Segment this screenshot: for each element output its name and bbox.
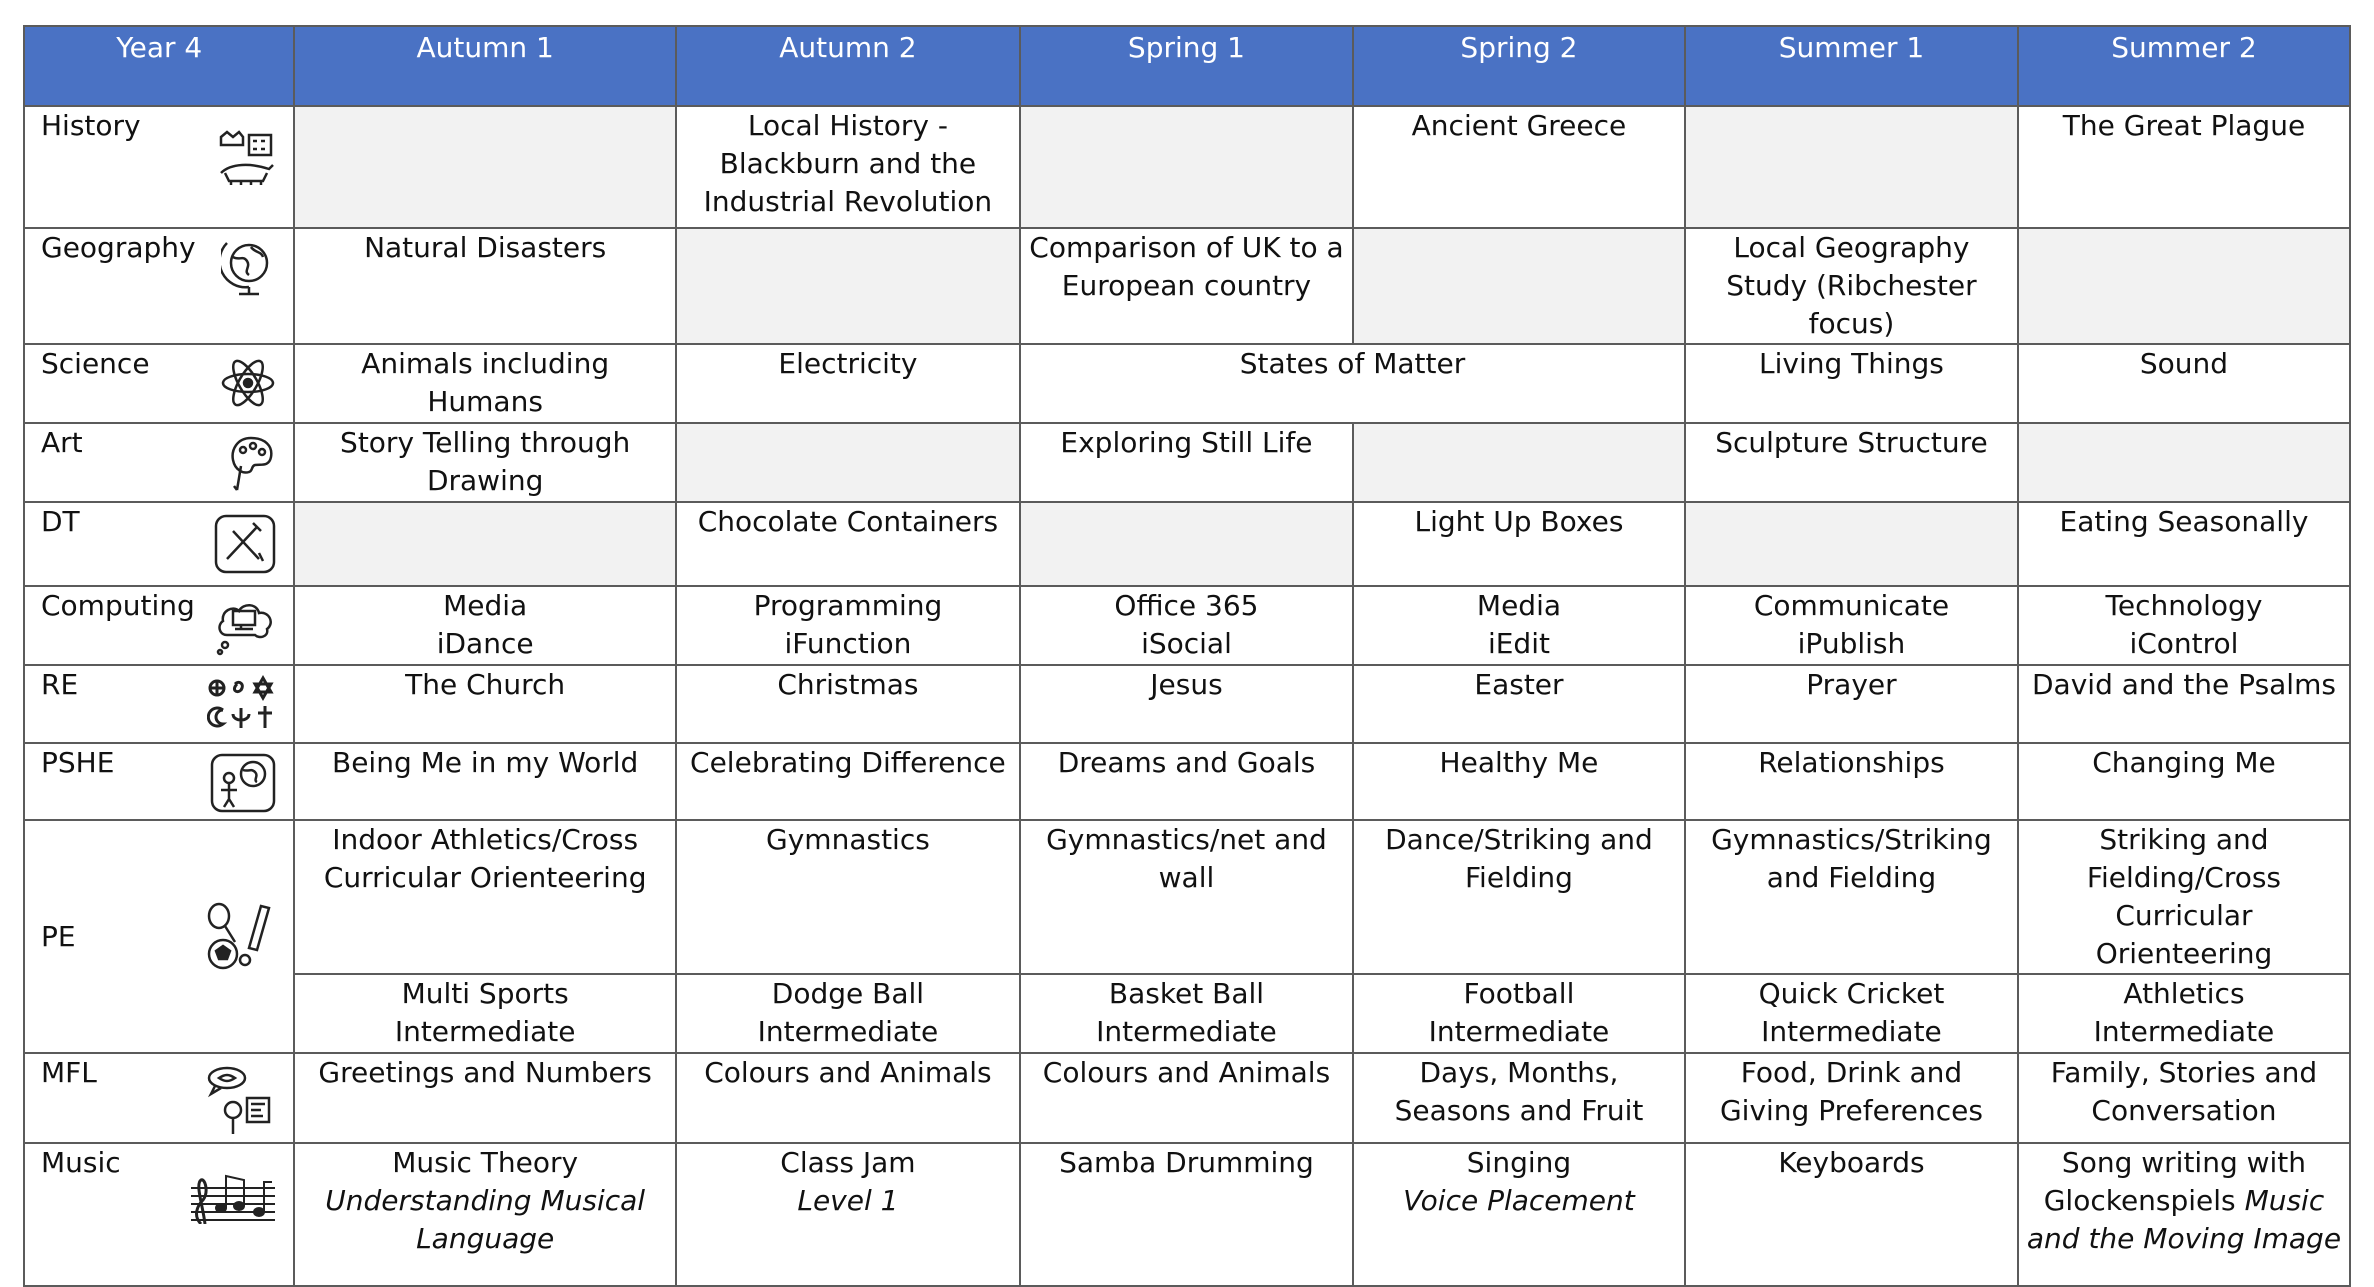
subject-label: Computing	[41, 589, 195, 622]
cell-geography-autumn-1: Natural Disasters	[294, 228, 675, 344]
subject-label: Art	[41, 426, 83, 459]
cell-history-autumn-1	[294, 106, 675, 228]
subject-science	[24, 344, 294, 423]
people-globe-icon	[209, 752, 277, 814]
cell-dt-summer-1	[1685, 502, 2018, 586]
header-autumn-2: Autumn 2	[676, 26, 1020, 106]
subject-label: PSHE	[41, 746, 115, 779]
cell-re-summer-2: David and the Psalms	[2018, 665, 2350, 743]
cell-geography-spring-1: Comparison of UK to a European country	[1020, 228, 1353, 344]
header-summer-2: Summer 2	[2018, 26, 2350, 106]
curriculum-overview	[23, 25, 2351, 1287]
subject-label: Geography	[41, 231, 196, 264]
cell-computing-summer-2: Technology iControl	[2018, 586, 2350, 665]
cell-mfl-summer-2: Family, Stories and Conversation	[2018, 1053, 2350, 1143]
cell-re-autumn-1: The Church	[294, 665, 675, 743]
cell-mfl-autumn-1: Greetings and Numbers	[294, 1053, 675, 1143]
row-dt	[24, 502, 2350, 586]
subject-computing	[24, 586, 294, 665]
cell-art-autumn-1: Story Telling through Drawing	[294, 423, 675, 502]
subject-label: DT	[41, 505, 80, 538]
row-mfl	[24, 1053, 2350, 1143]
header-autumn-1: Autumn 1	[294, 26, 675, 106]
cell-history-spring-2: Ancient Greece	[1353, 106, 1685, 228]
subject-dt	[24, 502, 294, 586]
cell-art-summer-2	[2018, 423, 2350, 502]
cell-computing-autumn-1: Media iDance	[294, 586, 675, 665]
subject-music	[24, 1143, 294, 1286]
cell-pshe-autumn-1: Being Me in my World	[294, 743, 675, 820]
subject-label: PE	[41, 919, 76, 953]
cell-music-summer-1: Keyboards	[1685, 1143, 2018, 1286]
subject-label: RE	[41, 668, 79, 701]
cell-art-summer-1: Sculpture Structure	[1685, 423, 2018, 502]
row-science	[24, 344, 2350, 423]
cell-art-autumn-2	[676, 423, 1020, 502]
cell-computing-summer-1: Communicate iPublish	[1685, 586, 2018, 665]
cell-pshe-summer-2: Changing Me	[2018, 743, 2350, 820]
cell-science-autumn-1: Animals including Humans	[294, 344, 675, 423]
row-pe-2	[24, 974, 2350, 1053]
subject-label: Music	[41, 1146, 121, 1179]
cell-mfl-autumn-2: Colours and Animals	[676, 1053, 1020, 1143]
speech-icon	[205, 1064, 277, 1136]
cell-science-summer-1: Living Things	[1685, 344, 2018, 423]
cell-history-autumn-2: Local History - Blackburn and the Industrial Revolution	[676, 106, 1020, 228]
history-icon	[217, 129, 277, 189]
cell-re-autumn-2: Christmas	[676, 665, 1020, 743]
cell-pshe-autumn-2: Celebrating Difference	[676, 743, 1020, 820]
row-geography	[24, 228, 2350, 344]
cell-pe2-autumn-2: Dodge Ball Intermediate	[676, 974, 1020, 1053]
cell-pe-autumn-2: Gymnastics	[676, 820, 1020, 974]
subject-history	[24, 106, 294, 228]
subject-pe	[24, 820, 294, 1053]
cell-pe2-spring-2: Football Intermediate	[1353, 974, 1685, 1053]
cell-dt-autumn-1	[294, 502, 675, 586]
cell-history-summer-1	[1685, 106, 2018, 228]
row-pshe	[24, 743, 2350, 820]
computer-icon	[215, 595, 277, 657]
tools-icon	[213, 513, 277, 575]
cell-re-summer-1: Prayer	[1685, 665, 2018, 743]
cell-mfl-spring-1: Colours and Animals	[1020, 1053, 1353, 1143]
cell-dt-autumn-2: Chocolate Containers	[676, 502, 1020, 586]
header-spring-1: Spring 1	[1020, 26, 1353, 106]
cell-geography-summer-2	[2018, 228, 2350, 344]
cell-science-autumn-2: Electricity	[676, 344, 1020, 423]
row-pe-1	[24, 820, 2350, 974]
cell-pe2-spring-1: Basket Ball Intermediate	[1020, 974, 1353, 1053]
subject-art	[24, 423, 294, 502]
cell-pe2-summer-1: Quick Cricket Intermediate	[1685, 974, 2018, 1053]
cell-science-spring: States of Matter	[1020, 344, 1685, 423]
cell-computing-spring-1: Office 365 iSocial	[1020, 586, 1353, 665]
cell-music-summer-2: Song writing with Glockenspiels Music and the Moving Image	[2018, 1143, 2350, 1286]
subject-label: Science	[41, 347, 150, 380]
cell-music-autumn-2: Class Jam Level 1	[676, 1143, 1020, 1286]
cell-art-spring-1: Exploring Still Life	[1020, 423, 1353, 502]
music-notes-icon	[187, 1166, 277, 1224]
cell-geography-summer-1: Local Geography Study (Ribchester focus)	[1685, 228, 2018, 344]
row-music	[24, 1143, 2350, 1286]
subject-mfl	[24, 1053, 294, 1143]
cell-mfl-spring-2: Days, Months, Seasons and Fruit	[1353, 1053, 1685, 1143]
cell-re-spring-2: Easter	[1353, 665, 1685, 743]
cell-pe-spring-1: Gymnastics/net and wall	[1020, 820, 1353, 974]
cell-geography-spring-2	[1353, 228, 1685, 344]
cell-pe-autumn-1: Indoor Athletics/Cross Curricular Orienteering	[294, 820, 675, 974]
subject-geography	[24, 228, 294, 344]
cell-pe2-autumn-1: Multi Sports Intermediate	[294, 974, 675, 1053]
subject-pshe	[24, 743, 294, 820]
sports-icon	[201, 902, 277, 972]
cell-dt-spring-1	[1020, 502, 1353, 586]
cell-pe-summer-2: Striking and Fielding/Cross Curricular Orienteering	[2018, 820, 2350, 974]
cell-music-spring-1: Samba Drumming	[1020, 1143, 1353, 1286]
cell-art-spring-2	[1353, 423, 1685, 502]
religious-symbols-icon	[207, 674, 277, 732]
header-row	[24, 26, 2350, 106]
cell-history-summer-2: The Great Plague	[2018, 106, 2350, 228]
cell-computing-spring-2: Media iEdit	[1353, 586, 1685, 665]
row-art	[24, 423, 2350, 502]
atom-icon	[219, 353, 277, 413]
cell-geography-autumn-2	[676, 228, 1020, 344]
globe-icon	[221, 237, 277, 297]
cell-pe-spring-2: Dance/Striking and Fielding	[1353, 820, 1685, 974]
subject-label: MFL	[41, 1056, 97, 1089]
row-computing	[24, 586, 2350, 665]
row-re	[24, 665, 2350, 743]
cell-music-autumn-1: Music Theory Understanding Musical Language	[294, 1143, 675, 1286]
cell-science-summer-2: Sound	[2018, 344, 2350, 423]
subject-re	[24, 665, 294, 743]
cell-pshe-spring-2: Healthy Me	[1353, 743, 1685, 820]
header-summer-1: Summer 1	[1685, 26, 2018, 106]
cell-re-spring-1: Jesus	[1020, 665, 1353, 743]
cell-mfl-summer-1: Food, Drink and Giving Preferences	[1685, 1053, 2018, 1143]
subject-label: History	[41, 109, 141, 142]
palette-icon	[227, 432, 277, 494]
cell-computing-autumn-2: Programming iFunction	[676, 586, 1020, 665]
cell-pe-summer-1: Gymnastics/Striking and Fielding	[1685, 820, 2018, 974]
cell-music-spring-2: Singing Voice Placement	[1353, 1143, 1685, 1286]
cell-pshe-spring-1: Dreams and Goals	[1020, 743, 1353, 820]
cell-dt-spring-2: Light Up Boxes	[1353, 502, 1685, 586]
row-history	[24, 106, 2350, 228]
header-spring-2: Spring 2	[1353, 26, 1685, 106]
header-year: Year 4	[24, 26, 294, 106]
curriculum-table	[23, 25, 2351, 1287]
cell-pe2-summer-2: Athletics Intermediate	[2018, 974, 2350, 1053]
cell-pshe-summer-1: Relationships	[1685, 743, 2018, 820]
cell-history-spring-1	[1020, 106, 1353, 228]
cell-dt-summer-2: Eating Seasonally	[2018, 502, 2350, 586]
